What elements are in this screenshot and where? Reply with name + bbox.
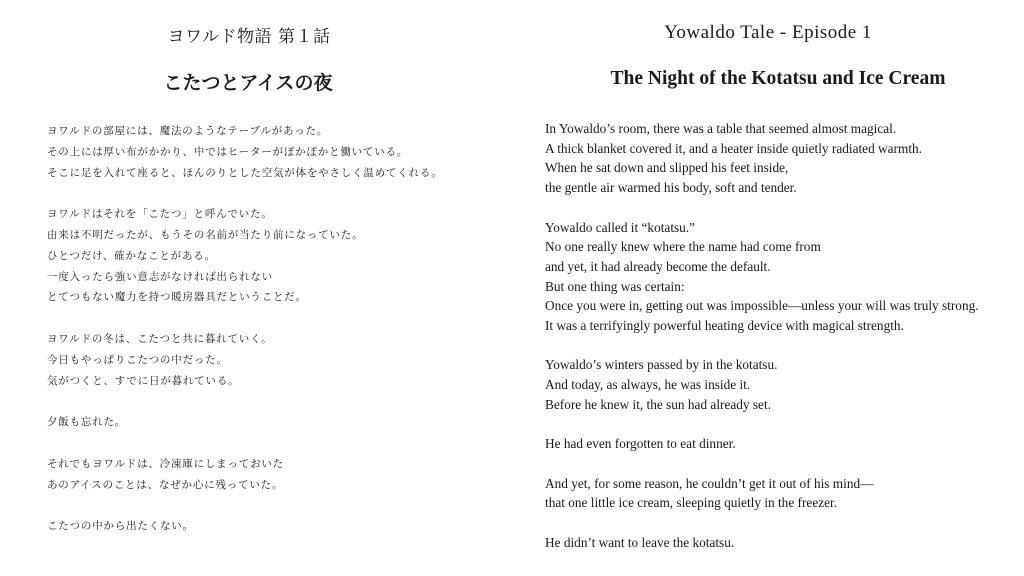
english-page [512, 0, 1024, 576]
paragraph-gap [545, 513, 979, 533]
text-line-en: And today, as always, he was inside it. [545, 377, 751, 393]
text-line-jp: 一度入ったら強い意志がなければ出られない [47, 270, 273, 283]
text-line-jp: その上には厚い布がかかり、中ではヒーターがぽかぽかと働いている。 [47, 145, 409, 158]
text-line-jp: あのアイスのことは、なぜか心に残っていた。 [47, 478, 284, 491]
text-line-jp: こたつの中から出たくない。 [47, 520, 194, 533]
paragraph-gap [47, 308, 443, 329]
chapter-title-en: The Night of the Kotatsu and Ice Cream [610, 68, 946, 89]
text-line-jp: 今日もやっぱりこたつの中だった。 [47, 353, 228, 366]
text-line-en: When he sat down and slipped his feet inside, [545, 160, 789, 176]
text-line-jp: ひとつだけ、確かなことがある。 [47, 249, 216, 262]
paragraph-gap [545, 198, 979, 218]
text-line-jp: とてつもない魔力を持つ暖房器具だということだ。 [47, 291, 307, 304]
series-title-jp: ヨワルド物語 第１話 [167, 27, 331, 47]
text-line-en: Yowaldo’s winters passed by in the kotatsu. [545, 357, 778, 373]
text-line-en: In Yowaldo’s room, there was a table that seemed almost magical. [545, 121, 897, 136]
story-body-en [545, 119, 979, 552]
paragraph-gap [545, 415, 979, 435]
series-title-en: Yowaldo Tale - Episode 1 [664, 22, 872, 43]
text-line-jp: 気がつくと、すでに日が暮れている。 [47, 374, 240, 387]
text-line-en: It was a terrifyingly powerful heating device with magical strength. [545, 318, 904, 334]
text-line-en: Yowaldo called it “kotatsu.” [545, 219, 696, 235]
text-line-jp: そこに足を入れて座ると、ほんのりとした空気が体をやさしく温めてくれる。 [47, 166, 443, 179]
paragraph-gap [545, 454, 979, 474]
story-body-jp [47, 121, 443, 537]
text-line-jp: ヨワルドはそれを「こたつ」と呼んでいた。 [47, 208, 273, 221]
text-line-jp: ヨワルドの部屋には、魔法のようなテーブルがあった。 [47, 125, 329, 137]
text-line-en: He didn’t want to leave the kotatsu. [545, 534, 735, 550]
text-line-en: Once you were in, getting out was impossible—unless your will was truly strong. [545, 298, 979, 314]
chapter-title-jp: こたつとアイスの夜 [163, 72, 333, 94]
text-line-en: Before he knew it, the sun had already set. [545, 396, 771, 412]
text-line-jp: 由来は不明だったが、もうその名前が当たり前になっていた。 [47, 228, 364, 241]
text-line-en: He had even forgotten to eat dinner. [545, 436, 736, 452]
paragraph-gap [545, 336, 979, 356]
text-line-jp: ヨワルドの冬は、こたつと共に暮れていく。 [47, 332, 273, 345]
text-line-en: that one little ice cream, sleeping quietly in the freezer. [545, 495, 838, 511]
text-line-en: But one thing was certain: [545, 278, 685, 294]
paragraph-gap [47, 183, 443, 204]
paragraph-gap [47, 433, 443, 454]
text-line-jp: 夕飯も忘れた。 [47, 416, 127, 429]
text-line-jp: それでもヨワルドは、冷凍庫にしまっておいた [47, 457, 284, 470]
text-line-en: the gentle air warmed his body, soft and tender. [545, 180, 797, 196]
text-line-en: and yet, it had already become the default. [545, 258, 771, 274]
paragraph-gap [47, 391, 443, 412]
text-line-en: And yet, for some reason, he couldn’t get it out of his mind— [545, 475, 874, 491]
text-line-en: No one really knew where the name had come from [545, 239, 821, 255]
paragraph-gap [47, 495, 443, 516]
text-line-en: A thick blanket covered it, and a heater inside quietly radiated warmth. [545, 140, 922, 156]
